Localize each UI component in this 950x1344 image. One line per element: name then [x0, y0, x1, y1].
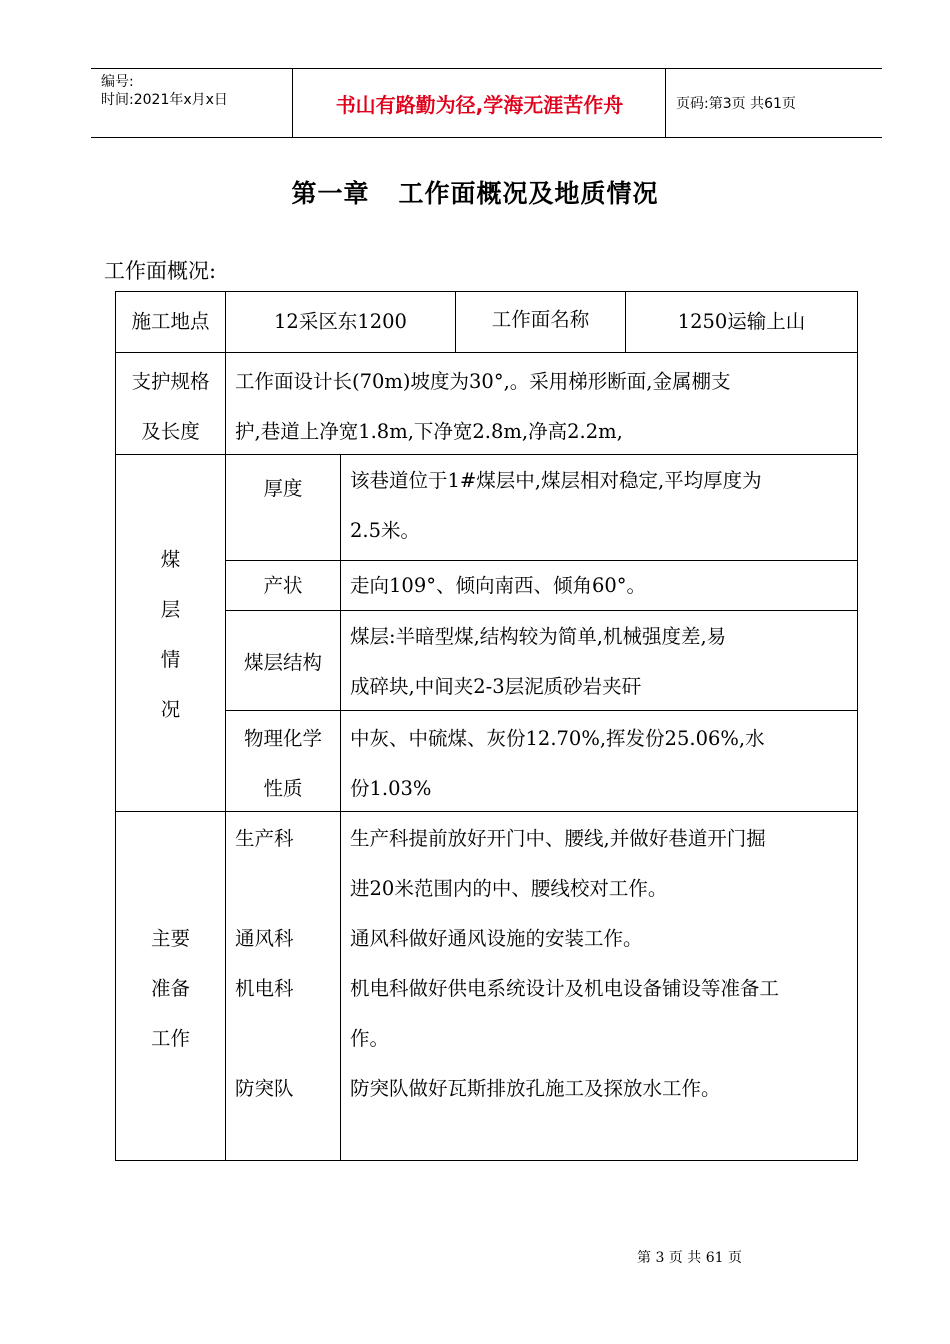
dept-mechanical: 机电科 [235, 977, 294, 1000]
header-page-info: 页码:第3页 共61页 [676, 96, 796, 112]
occurrence-label: 产状 [263, 574, 303, 597]
prep-line: 生产科提前放好开门中、腰线,并做好巷道开门掘 [350, 827, 766, 850]
page-footer: 第 3 页 共 61 页 [637, 1250, 742, 1266]
structure-text-line: 煤层:半暗型煤,结构较为简单,机械强度差,易 [350, 625, 727, 648]
prep-group-line: 主要 [150, 927, 190, 950]
prep-line: 通风科做好通风设施的安装工作。 [350, 927, 643, 950]
chemistry-text [350, 714, 855, 814]
dept-outburst: 防突队 [235, 1077, 294, 1100]
chemistry-label [226, 714, 340, 814]
header-motto: 书山有路勤为径,学海无涯苦作舟 [335, 92, 624, 117]
coal-group-char: 况 [160, 698, 181, 721]
face-name-value: 1250运输上山 [677, 310, 806, 333]
page-header [91, 68, 882, 138]
support-text [235, 357, 855, 457]
support-label-line: 支护规格 [131, 370, 210, 393]
structure-label: 煤层结构 [243, 651, 322, 674]
table-rule [116, 352, 857, 353]
support-label [116, 357, 225, 457]
prep-group-line: 工作 [150, 1027, 190, 1050]
chemistry-text-line: 份1.03% [350, 777, 432, 800]
support-label-line: 及长度 [141, 420, 200, 443]
preparation-text [350, 814, 855, 1114]
chemistry-text-line: 中灰、中硫煤、灰份12.70%,挥发份25.06%,水 [350, 727, 765, 750]
thickness-text [350, 456, 855, 556]
dept-production: 生产科 [235, 827, 294, 850]
thickness-text-line: 该巷道位于1#煤层中,煤层相对稳定,平均厚度为 [350, 469, 762, 492]
prep-line: 进20米范围内的中、腰线校对工作。 [350, 877, 668, 900]
prep-group-line: 准备 [150, 977, 190, 1000]
structure-text-line: 成碎块,中间夹2-3层泥质砂岩夹矸 [350, 675, 642, 698]
coal-group-char: 煤 [160, 548, 181, 571]
table-rule [340, 454, 341, 1160]
coal-group-char: 情 [160, 648, 181, 671]
prep-line: 防突队做好瓦斯排放孔施工及探放水工作。 [350, 1077, 721, 1100]
header-meta [101, 73, 228, 109]
prep-line: 机电科做好供电系统设计及机电设备铺设等准备工 [350, 977, 780, 1000]
face-name-label: 工作面名称 [491, 308, 590, 331]
support-text-line: 护,巷道上净宽1.8m,下净宽2.8m,净高2.2m, [235, 420, 623, 443]
location-label: 施工地点 [131, 310, 210, 333]
section-label: 工作面概况: [104, 259, 217, 283]
chemistry-label-line: 性质 [263, 777, 303, 800]
prep-line: 作。 [350, 1027, 390, 1050]
structure-text [350, 612, 855, 712]
thickness-text-line: 2.5米。 [350, 519, 421, 542]
occurrence-text: 走向109°、倾向南西、倾角60°。 [350, 574, 647, 597]
thickness-label: 厚度 [263, 477, 303, 500]
number-label: 编号: [101, 74, 134, 90]
location-value: 12采区东1200 [274, 310, 407, 333]
chemistry-label-line: 物理化学 [243, 727, 322, 750]
coal-group-char: 层 [160, 598, 181, 621]
support-text-line: 工作面设计长(70m)坡度为30°,。采用梯形断面,金属棚支 [235, 370, 731, 393]
time-label: 时间:2021年x月x日 [101, 92, 228, 108]
dept-ventilation: 通风科 [235, 927, 294, 950]
chapter-title: 第一章 工作面概况及地质情况 [291, 179, 659, 208]
coal-seam-group-label [116, 535, 225, 735]
preparation-group-label [116, 914, 225, 1064]
overview-table [115, 291, 858, 1161]
